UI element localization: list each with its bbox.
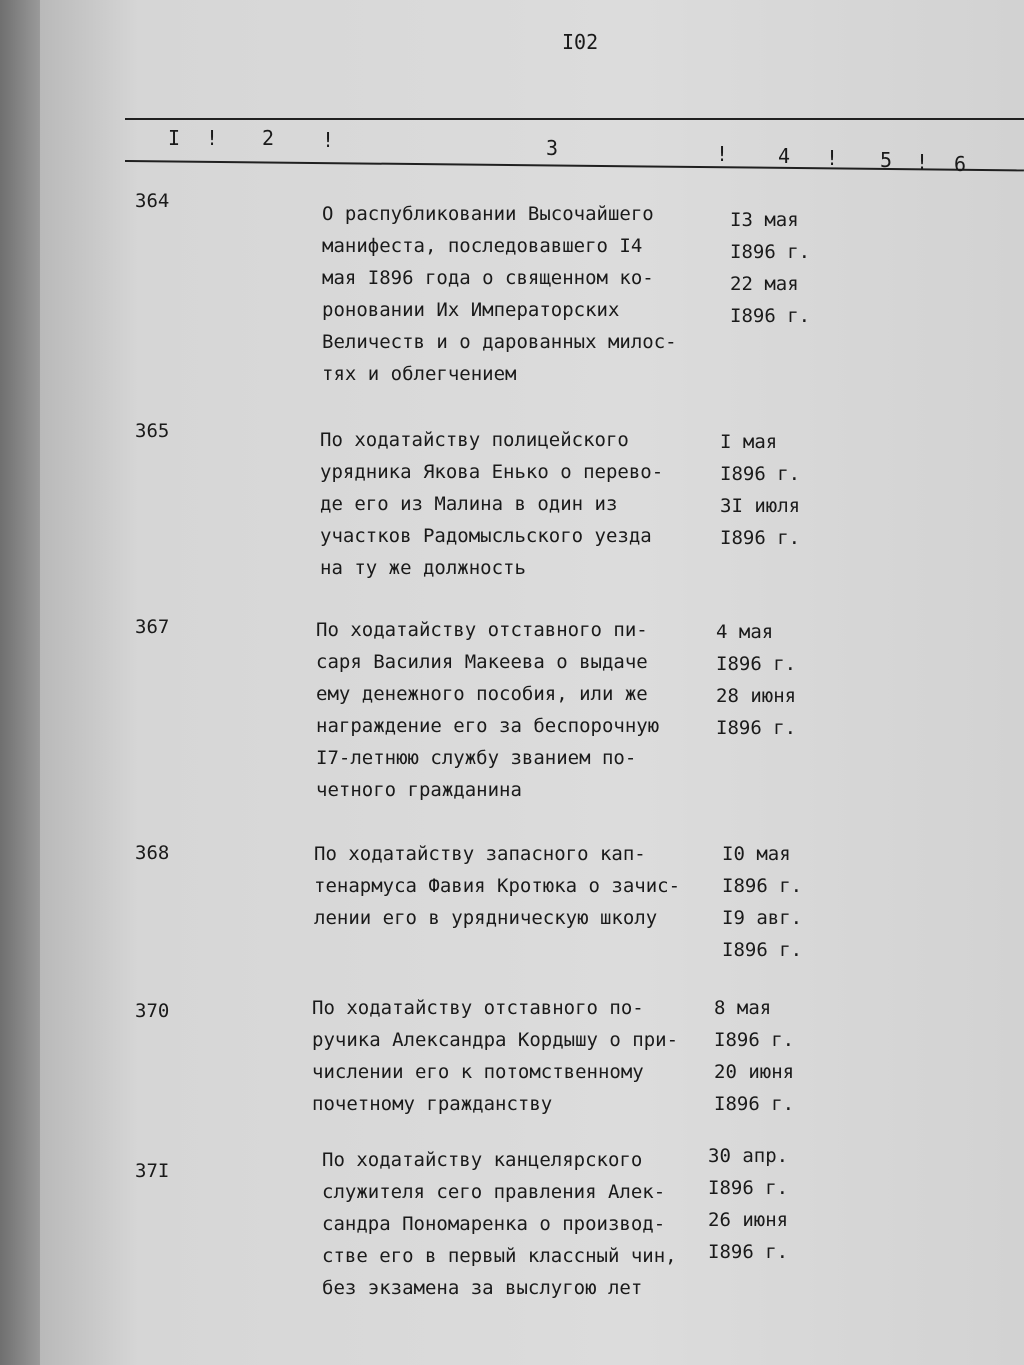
page-number: I02 [562, 30, 599, 54]
header-col-6: 6 [954, 152, 967, 176]
header-col-3: 3 [546, 136, 559, 160]
entry-description: О распубликовании Высочайшего манифеста, последовавшего I4 мая I896 года о священном ко- роновании Их Императорских Величеств и о дарованных милос- тях и облегчением [322, 203, 677, 385]
entry-number: 365 [135, 420, 170, 442]
entry-dates: 4 мая I896 г. 28 июня I896 г. [716, 621, 797, 739]
entry-dates: 8 мая I896 г. 20 июня I896 г. [714, 997, 795, 1115]
header-col-5: 5 [880, 148, 893, 172]
entry-number: 364 [135, 190, 170, 212]
entry-number: 367 [135, 616, 170, 638]
header-col-2: 2 [262, 126, 275, 150]
entry-dates: I0 мая I896 г. I9 авг. I896 г. [722, 843, 803, 961]
entry-dates: I3 мая I896 г. 22 мая I896 г. [730, 209, 811, 327]
entry-number: 370 [135, 1000, 170, 1022]
entry-description: По ходатайству отставного пи- саря Василия Макеева о выдаче ему денежного пособия, или же награждение его за беспорочную I7-летнюю службу званием по- четного гражданина [316, 619, 660, 801]
entry-number: 37I [135, 1160, 170, 1182]
header-top-rule [125, 118, 1024, 120]
entry-description: По ходатайству полицейского урядника Якова Енько о перево- де его из Малина в один из участков Радомысльского уезда на ту же должность [320, 429, 664, 579]
entry-description: По ходатайству запасного кап- тенармуса Фавия Кротюка о зачис- лении его в урядническую школу [314, 843, 681, 929]
header-col-1: I [168, 126, 181, 150]
header-separator: ! [322, 128, 335, 152]
header-separator: ! [916, 150, 929, 174]
header-separator: ! [206, 126, 219, 150]
book-spine-shadow [0, 0, 40, 1365]
entry-description: По ходатайству отставного по- ручика Александра Кордышу о при- числении его к потомственному почетному гражданству [312, 997, 679, 1115]
entry-dates: 30 апр. I896 г. 26 июня I896 г. [708, 1145, 789, 1263]
entry-number: 368 [135, 842, 170, 864]
entry-dates: I мая I896 г. 3I июля I896 г. [720, 431, 801, 549]
header-separator: ! [716, 142, 729, 166]
document-page [40, 0, 1024, 1365]
entry-description: По ходатайству канцелярского служителя сего правления Алек- сандра Пономаренка о производ- стве его в первый классный чин, без экзамена за выслугою лет [322, 1149, 677, 1299]
header-col-4: 4 [778, 144, 791, 168]
header-separator: ! [826, 146, 839, 170]
